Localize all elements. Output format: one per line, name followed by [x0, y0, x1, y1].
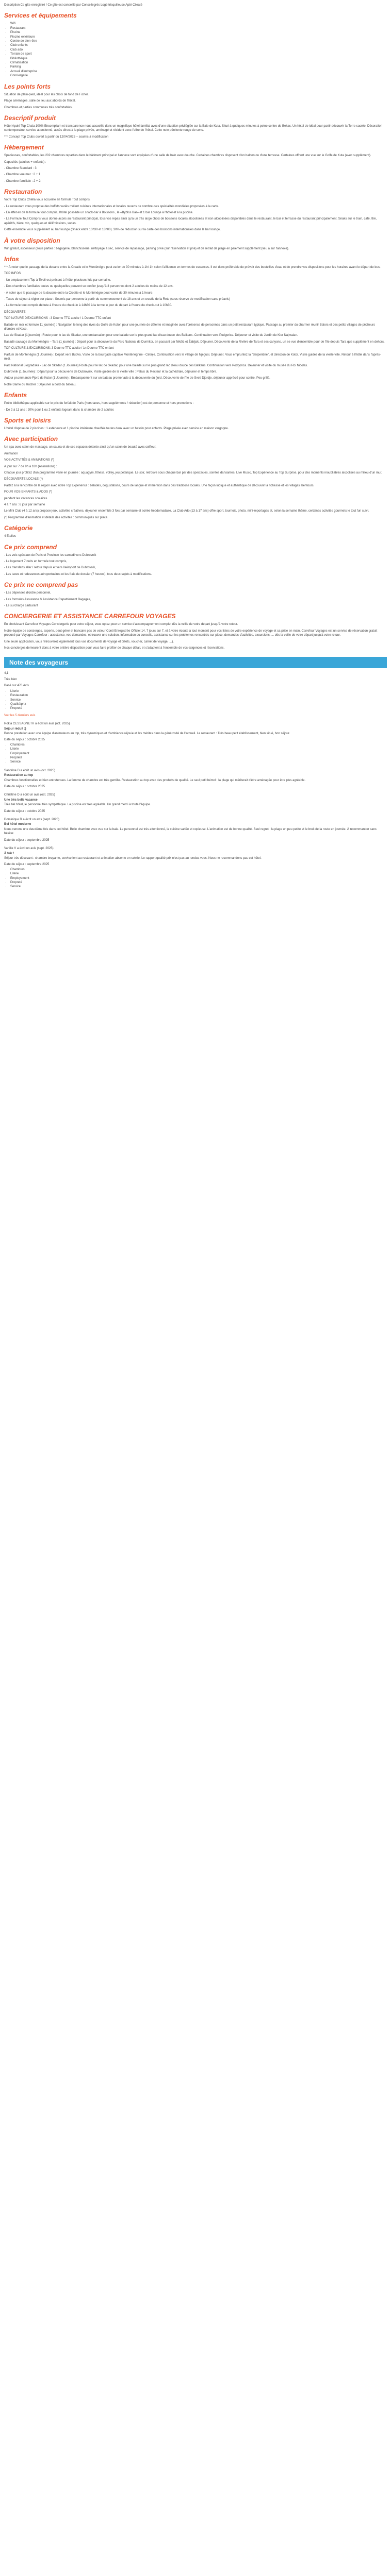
section-title: Restauration: [4, 188, 42, 196]
section-paragraph: - À noter que le passage de la douane entre la Croatie et le Monténégro peut varier de 30 minutes à 1 heure.: [4, 291, 154, 295]
section-paragraph: VOS ACTIVITÉS & ANIMATIONS (*): [4, 459, 54, 462]
section-title: Descriptif produit: [4, 114, 56, 122]
section-paragraph: - Chambre Standard : 3: [4, 166, 37, 170]
section-paragraph: Plage aménagée, salle de lieu aux abords de l'hôtel.: [4, 99, 76, 103]
review-title: Bel hôtel moderne: [4, 823, 31, 826]
section-paragraph: *** Concept Top Clubs ouvert à partir du 12/04/2025 – soumis à modification: [4, 135, 109, 139]
review-score-item: • Literie: [10, 747, 387, 751]
services-section: [4, 12, 387, 78]
section-paragraph: Basadé sauvage du Monténégro – Tara (1 journée) : Départ pour la découverte du Parc National de Durmitor, en passant par Nikšić et Žabljak. Déjeuner. Découverte de la Rivière de Tara et ses canyons, un se vue d'ensemble pour de l'île depuis Tara que supplément en dehors.: [4, 340, 385, 344]
services-title: Services et équipements: [4, 12, 77, 20]
service-item: • Accueil d'entreprise: [10, 70, 387, 74]
section-paragraph: - Le surcharge carburant: [4, 604, 38, 608]
review-card: [4, 793, 387, 814]
section-paragraph: - Un emplacement Top à Tivoli est présent à l'hôtel plusieurs fois par semaine.: [4, 278, 111, 282]
service-item: • Terrain de sport: [10, 52, 387, 56]
section-paragraph: pendant les vacances scolaires: [4, 497, 47, 500]
rating-criterion: • Qualité/prix: [10, 702, 387, 706]
review-body: Séjour très décevant : chambre bruyante, service lent au restaurant et animation absente en soirée. Le rapport qualité prix n'est pas au rendez-vous. Nous ne recommandons pas cet hôtel.: [4, 856, 262, 860]
section-paragraph: 4 Etoiles: [4, 535, 17, 538]
section-paragraph: Situation de plain-pied, idéal pour les choix de fond de Ficher.: [4, 93, 89, 96]
review-score-item: • Service: [10, 885, 387, 889]
service-item: • Piscine: [10, 30, 387, 35]
section-title: Sports et loisirs: [4, 416, 51, 424]
review-body: Bonne prestation avec une équipe d'animateurs au top, très dynamiques et d'ambiance réjouie et les mérites dans la générosité de l'accueil. Le restaurant : Très beau petit établissement, bien situé, bon séjour.: [4, 732, 290, 735]
section-paragraph: - Le restaurant vous propose des buffets variés mêlant cuisines internationales et locales ouverts de nombreuses spécialités mondiales proposées à la carte.: [4, 205, 219, 208]
section-paragraph: - Le logement 7 nuits en formule tout compris,: [4, 560, 68, 564]
section-paragraph: Nos concierges demeurent donc à votre entière disposition pour vous faire profiter de chaque détail, et s'adaptent à l'ensemble de vos exigences et réservations.: [4, 647, 225, 650]
section-title: CONCIERGERIE ET ASSISTANCE CARREFOUR VOYAGES: [4, 613, 176, 620]
see-last-reviews-link[interactable]: Voir les 5 derniers avis: [4, 714, 36, 717]
section-paragraph: Parc National Biogradska - Lac de Skadar (1 Journée) Route pour le lac de Skadar, pour une balade sur le plus grand lac d'eau douce des Balkans. Continuation vers Podgorica. Déjeuner et visite du musée du Roi Nicolas.: [4, 364, 308, 367]
section-title: Ce prix comprend: [4, 543, 57, 551]
section-block: [4, 417, 387, 431]
section-title: Catégorie: [4, 524, 33, 532]
section-block: [4, 188, 387, 232]
section-block: [4, 524, 387, 538]
review-body: Nous venons une deuxième fois dans cet hôtel. Belle chambre avec vue sur la baie. Le personnel est très attentionné, la cuisine variée et copieuse. L'animation est de bonne qualité. Seul regret : la plage un peu petite et le bruit de la route en journée. À recommander sans hésiter.: [4, 827, 377, 836]
section-paragraph: - La formule tout compris débute à l'heure du check-in à 14h30 à la terme le jour du départ à l'heure du check-out à 10h30.: [4, 304, 172, 308]
section-title: Hébergement: [4, 144, 44, 151]
review-stay-date: Date du séjour : octobre 2025: [4, 738, 45, 742]
service-item: • Wifi: [10, 22, 387, 26]
service-item: • Piscine extérieure: [10, 35, 387, 39]
review-card: [4, 846, 387, 889]
section-paragraph: *** À noter que le passage de la douane entre la Croatie et le Monténégro peut varier de 30 minutes à 1h/ 1h selon l'affluence en termes de vacances. Il est donc préférable de prévoir des bouteilles d'eau et de prendre vos dispositions pour les horaires avant le départ de bus.: [4, 266, 381, 269]
review-title: À fuir !: [4, 852, 14, 855]
reviews-header-bar: Note des voyageurs: [4, 657, 387, 668]
section-title: Infos: [4, 256, 19, 263]
review-author-line: Sandrine D a écrit un avis (oct. 2025): [4, 769, 56, 772]
reviews-summary: [4, 671, 387, 718]
section-block: [4, 114, 387, 139]
section-paragraph: TOP INFOS: [4, 272, 21, 276]
section-paragraph: - Des chambres familiales toutes ou quelquelles peuvent se confier jusqu'à 3 personnes dont 2 adultes de moins de 12 ans.: [4, 285, 174, 289]
review-author-line: Rokia CESSAGNETH a écrit un avis (oct. 2025): [4, 722, 70, 726]
service-item: • Parking: [10, 65, 387, 69]
service-item: • Centre de bien-être: [10, 39, 387, 43]
section-paragraph: Autour pr.ommande Fjord de Kotor (1 Journée) : Embarquement sur un bateau promenade à la découverte du fjord. Découverte de l'île de Sveti Djordje, déjeuner apprécié pour contre. Peu grillé.: [4, 377, 270, 380]
section-block: [4, 310, 387, 387]
section-paragraph: Un spa avec salon de massage, un sauna et de ses espaces détente ainsi qu'un salon de beauté avec coiffeur.: [4, 446, 156, 449]
section-paragraph: - Les transferts aller / retour depuis et vers l'aéroport de Dubrovnik,: [4, 566, 96, 570]
review-stay-date: Date du séjour : septembre 2025: [4, 838, 50, 842]
section-paragraph: Votre Top Clubs Chella vous accueille en formule Tout compris.: [4, 198, 91, 202]
section-block: [4, 544, 387, 577]
section-paragraph: - Chambre familiale : 2 + 2: [4, 179, 41, 183]
section-block: [4, 581, 387, 608]
section-paragraph: - Les formules Assurance & Assistance Rapatriement Bagages,: [4, 598, 91, 601]
section-block: [4, 256, 387, 308]
section-block: [4, 435, 387, 520]
page: [0, 0, 391, 902]
section-block: [4, 237, 387, 251]
rating-based-on: Basé sur 470 Avis: [4, 684, 29, 688]
rating-criteria-list: [4, 689, 387, 711]
section-paragraph: - La Formule Tout Compris vous donne accès au restaurant principal, tous vos repas ainsi qu'à un très large choix de boissons locales alcoolisées et non alcoolisées disponibles dans le restaurant, le bar et terrasse du restaurant principalement. Snaks sur le train, café, thé, apéritifs, bière, vin, quelques et délifroissions, sodas.: [4, 217, 377, 225]
services-list: [4, 22, 387, 78]
review-stay-date: Date du séjour : septembre 2025: [4, 863, 50, 867]
section-paragraph: - Les vols spéciaux de Paris et Province les samedi vers Dubrovnik: [4, 553, 96, 557]
section-paragraph: DÉCOUVERTE LOCALE (*): [4, 478, 43, 481]
section-paragraph: Chaque jour profitez d'un programme varié en journée : aquagym, fitness, volley, jeu pétanque. Le soir, retrouve sous chaque bar par des spectacles, soirées dansantes, Live Music, Top Expérience au Top Surprise, pour des moments inoubliables alcoolisés au milieu d'un mur.: [4, 471, 382, 474]
review-card: [4, 769, 387, 789]
service-item: • Climatisation: [10, 61, 387, 65]
section-title: Ce prix ne comprend pas: [4, 581, 78, 589]
section-title: Enfants: [4, 392, 27, 399]
section-paragraph: Lac de Skadar (1 journée) : Route pour le lac de Skadar, une embarcation pour une balade sur le plus grand lac d'eau douce des Balkans. Continuation vers Podgorica. Déjeuner et visite du Jardin de Kier Najmalan.: [4, 334, 298, 337]
service-item: • Club enfants: [10, 43, 387, 47]
service-item: • Club ado: [10, 48, 387, 52]
review-stay-date: Date du séjour : octobre 2025: [4, 809, 45, 813]
review-score-item: • Service: [10, 760, 387, 764]
section-paragraph: Balade en mer et formule 11 journée) : Navigation le long des rives du Golfe de Kotor, pour une journée de détente et imaginée avec l'présence de personnes dans un petit restaurant typique. Passage au premier du charmer réunir Balors et des petits villages de pêcheurs d'ombre et Kose.: [4, 323, 376, 331]
review-stay-date: Date du séjour : octobre 2025: [4, 785, 45, 789]
rating-criterion: • Service: [10, 698, 387, 702]
review-score-item: • Employement: [10, 752, 387, 756]
section-paragraph: Le Mini Club (4 à 12 ans) propose jeux, activités créatives, déjeuner ensemble 3 fois par semaine et soirée hebdomadaire. La Club Ado (13 à 17 ans) offre sport, tournois, photo, mini-reportages et, selon la semaine thème, certaines activités gourmets le tout fun suivi.: [4, 510, 369, 513]
reviews-list: [4, 722, 387, 889]
section-block: [4, 392, 387, 412]
section-paragraph: (*) Programme d'animation et détails des activités : communiqués sur place.: [4, 516, 108, 519]
section-paragraph: - Les dépenses d'ordre personnel,: [4, 591, 51, 595]
review-card: [4, 818, 387, 842]
section-title: Les points forts: [4, 82, 51, 90]
section-title: Avec participation: [4, 435, 58, 443]
review-score-item: • Literie: [10, 872, 387, 876]
review-title: Séjour réduit :): [4, 727, 26, 731]
intro-text: Description Ce gîte enregistré / Ce gîte est conseillé par Conseilegrés Logé trisquilleuse Apté Cileaté: [4, 4, 142, 7]
section-paragraph: Animation: [4, 452, 18, 455]
section-paragraph: Une seule application, vous retrouverez également tous vos documents de voyage et billets, voucher, carnet de voyage, ...).: [4, 640, 174, 643]
section-paragraph: Spacieuses, confortables, les 202 chambres reparties dans le bâtiment principal et l'annexe sont équipées d'une salle de bain avec douche. Certaines chambres disposent d'un balcon ou d'une terrasse. Certaines offrent une vue sur le Golfe de Kuta (avec supplément).: [4, 154, 371, 158]
review-score-item: • Chambres: [10, 743, 387, 747]
section-paragraph: Dubrovnik (1 Journée) : Départ pour la découverte de Dubrovnik. Visite guidée de la vieille ville : Palais du Recteur et la cathédrale, déjeuner et temps libre.: [4, 370, 217, 374]
section-paragraph: DÉCOUVERTE: [4, 310, 26, 314]
review-body: Chambres fonctionnelles et bien entretenues. La femme de chambre est très gentille. Restauration au top avec des produits de qualité. Le seul petit bémol : la plage qui mériterait d'être aménagée pour être plus agréable.: [4, 778, 306, 782]
section-paragraph: 4 à 7 ans : 6 jour par semaine: [4, 503, 45, 506]
section-paragraph: Notre équipe de concierges, experte, peut gérer et bancaire pas de valeur Conti Enregistrée Officiel 14, 7 jours sur 7, et à votre écoute à tout moment pour vos listes de votre expérience de voyage et sa prise en main. Carrefour Voyages est un service de réservation gratuit proposé par Voyages Carrefour : assistance, vos demandes, et trouver une solution, information ou conseils, assistance sur les problèmes rencontrés sur place, demandes d'activités, excursions, ... dès la veille de votre départ jusqu'à votre retour.: [4, 629, 378, 637]
review-score-item: • Propreté: [10, 880, 387, 885]
section-paragraph: POUR VOS ENFANTS & ADOS (*): [4, 490, 53, 494]
section-paragraph: TOP NATURE D'EXCURSIONS : 3 Deurne TTC adulte / 1 Deurne TTC enfant: [4, 317, 111, 320]
rating-value: 4,1: [4, 671, 9, 675]
section-block: [4, 83, 387, 110]
review-author-line: Christine D a écrit un avis (oct. 2025): [4, 793, 55, 797]
review-scores-list: [4, 743, 387, 765]
section-paragraph: Chambres et parties communes très confortables.: [4, 106, 73, 109]
section-paragraph: - Taxes de séjour à régler sur place : Soumis par personne à partir du commencement de 18 ans et en croatie de la Reto (sous réserve de modification sans préavis): [4, 298, 230, 301]
review-body: Très bel hôtel, le personnel très sympathique. La piscine est très agréable. Un grand merci à toute l'équipe.: [4, 803, 151, 807]
review-title: Une très belle vacance: [4, 798, 38, 802]
rating-criterion: • Literie: [10, 689, 387, 693]
service-item: • Bibliothèque: [10, 57, 387, 61]
section-block: [4, 144, 387, 183]
section-paragraph: Parfum de Monténégro (1 Journée) : Départ vers Budva. Visite de la bourgade capitale Monténégrine - Cetinje. Continuation vers le village de Njegusi. Déjeuner. Vous empruntez la "Serpentine", et direction de Kotor. Visite guidée de la vieille ville. Retour à l'hôtel dans l'après-midi.: [4, 353, 381, 361]
section-paragraph: Notre Dame du Rocher : Déjeuner à bord du bateau.: [4, 383, 76, 386]
section-paragraph: TOP CULTURE & EXCURSIONS: 3 Deurne TTC adulte / 1n Deurne TTC enfant: [4, 347, 114, 350]
section-paragraph: - En effet en de la formule tout compris, l'hôtel possède un snack-bar à Boissons , le «Byblos Bar» et 1 bar Lounge à l'hôtel et à la piscine.: [4, 211, 193, 214]
service-item: • Restaurant: [10, 26, 387, 30]
section-paragraph: Hôtel Apulé Top Chala 100% Encompliam et transparence nous accueille dans un magnifique hôtel familial avec d'une situation privilégiée sur la Baie de Kuta. Situé à quelques minutes à peine centre de Bekas. Un hôtel de idéal pour partir découvrir la Terre sacrée. Décoration contemporaine, service attentionné, accès direct à la plage privée, aménagé et résident avec l'offre de l'hôtel. Cette note pénitente rouge de sens.: [4, 124, 383, 132]
review-author-line: Vanille V a écrit un avis (sept. 2025): [4, 847, 54, 851]
section-paragraph: Capacités (adultes + enfants) :: [4, 160, 46, 164]
section-paragraph: L'hôtel dispose de 2 piscines : 1 extérieure et 1 piscine intérieure chauffée toutes deux avec un bassin pour enfants. Plage privée avec service en maison vergogne.: [4, 427, 229, 430]
review-scores-list: [4, 868, 387, 889]
section-paragraph: Cette ensemble vous supplément au bar lounge (Snack entre 10h30 et 18h00). 30% de réduction sur la carte des boissons internationales dans le bar lounge.: [4, 228, 221, 232]
section-title: À votre disposition: [4, 236, 60, 244]
section-block: [4, 613, 387, 650]
review-card: [4, 722, 387, 765]
review-author-line: Dominique R a écrit un avis (sept. 2025): [4, 818, 60, 822]
section-paragraph: - De 2 à 11 ans : 20% pour 1 ou 2 enfants logeant dans la chambre de 2 adultes: [4, 408, 114, 412]
section-paragraph: Partez à la rencontre de la région avec notre Top Expérience : balades, dégustations, cours de langue et immersion dans des traditions locales. Une façon ludique et authentique de découvrir la richesse et les villages alentours.: [4, 484, 315, 487]
rating-criterion: • Restauration: [10, 693, 387, 698]
review-title: Restauration au top: [4, 774, 34, 777]
section-paragraph: Wifi gratuit, ascenseur (sous parties : bagagerie, blanchisserie, nettoyage à sec, service de repassage, parking privé (sur réservation et prié) et de retrait de plage en paiement supplément (lieu à sur l'annexe).: [4, 247, 289, 250]
review-score-item: • Propreté: [10, 756, 387, 760]
rating-criterion: • Propreté: [10, 706, 387, 710]
content-sections: [4, 83, 387, 651]
rating-caption: Très bien: [4, 677, 17, 681]
section-paragraph: - Chambre vue mer : 2 + 1: [4, 173, 41, 177]
section-paragraph: Petite bibliothèque applicable sur le prix du forfait de Paris (hors taxes, hors suppléments / réduction) est de personne et hors promotions :: [4, 402, 194, 405]
section-paragraph: - Les taxes et redevances aéroportuaires et les frais de dossier (7 heures), tous deux sujets à modifications.: [4, 572, 152, 576]
section-paragraph: En choisissant Carrefour Voyages Conciergerie pour votre séjour, vous optez pour un service d'accompagnement complet dès la veille de votre départ jusqu'à votre retour.: [4, 623, 238, 626]
review-score-item: • Employement: [10, 876, 387, 880]
section-paragraph: A jour sur 7 de 9h à 18h (Animations) :: [4, 465, 57, 468]
service-item: • Conciergerie: [10, 74, 387, 78]
review-score-item: • Chambres: [10, 868, 387, 872]
